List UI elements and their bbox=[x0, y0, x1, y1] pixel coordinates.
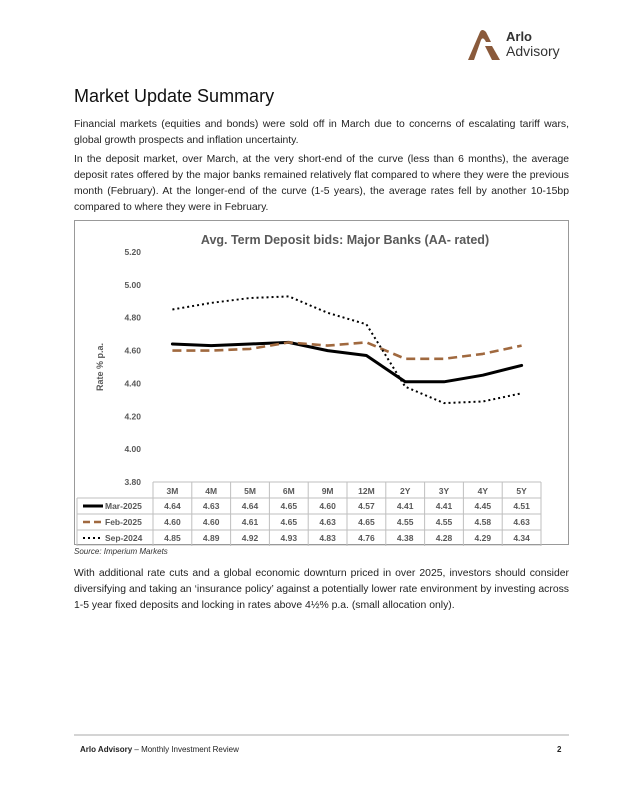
x-category-label: 4M bbox=[205, 486, 218, 496]
y-tick-label: 4.60 bbox=[124, 345, 141, 356]
chart-source: Source: Imperium Markets bbox=[74, 547, 168, 556]
data-value: 4.60 bbox=[164, 517, 181, 527]
series-line-sep-2024 bbox=[172, 296, 521, 403]
legend-label: Sep-2024 bbox=[105, 533, 143, 543]
data-value: 4.55 bbox=[435, 517, 453, 527]
data-value: 4.58 bbox=[474, 517, 492, 527]
data-value: 4.28 bbox=[435, 533, 453, 543]
data-value: 4.65 bbox=[280, 517, 298, 527]
data-value: 4.57 bbox=[358, 501, 375, 511]
data-value: 4.29 bbox=[474, 533, 492, 543]
arlo-logo-icon bbox=[466, 28, 502, 62]
chart-title: Avg. Term Deposit bids: Major Banks (AA- rated) bbox=[200, 233, 490, 247]
footer-title bbox=[80, 745, 239, 754]
x-category-label: 6M bbox=[282, 486, 295, 496]
x-category-label: 2Y bbox=[399, 486, 411, 496]
data-value: 4.60 bbox=[319, 501, 336, 511]
data-value: 4.41 bbox=[396, 501, 414, 511]
term-deposit-chart bbox=[74, 220, 569, 545]
data-value: 4.85 bbox=[164, 533, 181, 543]
paragraph-deposit-market: In the deposit market, over March, at the very short-end of the curve (less than 6 months), the average deposit rates offered by the major banks remained relatively flat compared to where they were the previous month (February). At the longer-end of the curve (1-5 years), the average rates fell by another 10-15bp compared to where they were in February. bbox=[74, 154, 569, 213]
data-value: 4.55 bbox=[396, 517, 414, 527]
data-value: 4.34 bbox=[513, 533, 530, 543]
x-category-label: 12M bbox=[358, 486, 375, 496]
data-value: 4.38 bbox=[396, 533, 414, 543]
term-deposit-chart-svg bbox=[75, 221, 570, 546]
y-tick-label: 5.20 bbox=[124, 247, 141, 257]
y-axis-label: Rate % p.a. bbox=[95, 342, 105, 392]
data-value: 4.63 bbox=[202, 501, 220, 511]
data-value: 4.63 bbox=[513, 517, 530, 527]
x-category-label: 3M bbox=[166, 486, 179, 496]
page-title: Market Update Summary bbox=[74, 86, 275, 106]
footer-subtitle: – Monthly Investment Review bbox=[132, 745, 239, 754]
data-value: 4.64 bbox=[241, 501, 259, 511]
x-category-label: 5Y bbox=[516, 486, 527, 496]
brand-name-line2: Advisory bbox=[506, 43, 560, 59]
x-category-label: 4Y bbox=[477, 486, 489, 496]
data-value: 4.64 bbox=[164, 501, 181, 511]
y-tick-label: 5.00 bbox=[124, 279, 141, 290]
data-value: 4.92 bbox=[241, 533, 259, 543]
data-value: 4.65 bbox=[358, 517, 375, 527]
x-category-label: 3Y bbox=[438, 486, 450, 496]
paragraph-market-sell-off: Financial markets (equities and bonds) were sold off in March due to concerns of escalating tariff wars, global growth prospects and inflation uncertainty. bbox=[74, 119, 569, 146]
data-value: 4.45 bbox=[474, 501, 492, 511]
legend-label: Feb-2025 bbox=[105, 517, 142, 527]
y-tick-label: 3.80 bbox=[124, 477, 141, 487]
data-value: 4.89 bbox=[202, 533, 220, 543]
footer-divider bbox=[74, 734, 569, 736]
x-category-label: 5M bbox=[244, 486, 256, 496]
data-value: 4.41 bbox=[435, 501, 453, 511]
page-number: 2 bbox=[557, 745, 562, 754]
data-value: 4.76 bbox=[358, 533, 375, 543]
y-tick-label: 4.40 bbox=[124, 378, 141, 389]
y-tick-label: 4.00 bbox=[124, 444, 141, 455]
data-value: 4.83 bbox=[319, 533, 336, 543]
data-value: 4.63 bbox=[319, 517, 336, 527]
series-line-mar-2025 bbox=[172, 342, 521, 381]
data-value: 4.65 bbox=[280, 501, 298, 511]
y-tick-label: 4.20 bbox=[124, 411, 141, 422]
data-value: 4.60 bbox=[202, 517, 220, 527]
x-category-label: 9M bbox=[321, 486, 334, 496]
brand-logo bbox=[466, 28, 576, 64]
legend-label: Mar-2025 bbox=[105, 501, 142, 511]
paragraph-recommendation: With additional rate cuts and a global economic downturn priced in over 2025, investors should consider diversifying and taking an ‘insurance policy’ against a potentially lower rate environment by investing across 1-5 year fixed deposits and locking in rates above 4½% p.a. (small allocation only). bbox=[74, 568, 569, 611]
data-value: 4.93 bbox=[280, 533, 298, 543]
y-tick-label: 4.80 bbox=[124, 312, 141, 323]
data-value: 4.51 bbox=[513, 501, 530, 511]
footer-brand: Arlo Advisory bbox=[80, 745, 133, 754]
data-value: 4.61 bbox=[241, 517, 259, 527]
brand-name-line1: Arlo bbox=[506, 29, 532, 44]
